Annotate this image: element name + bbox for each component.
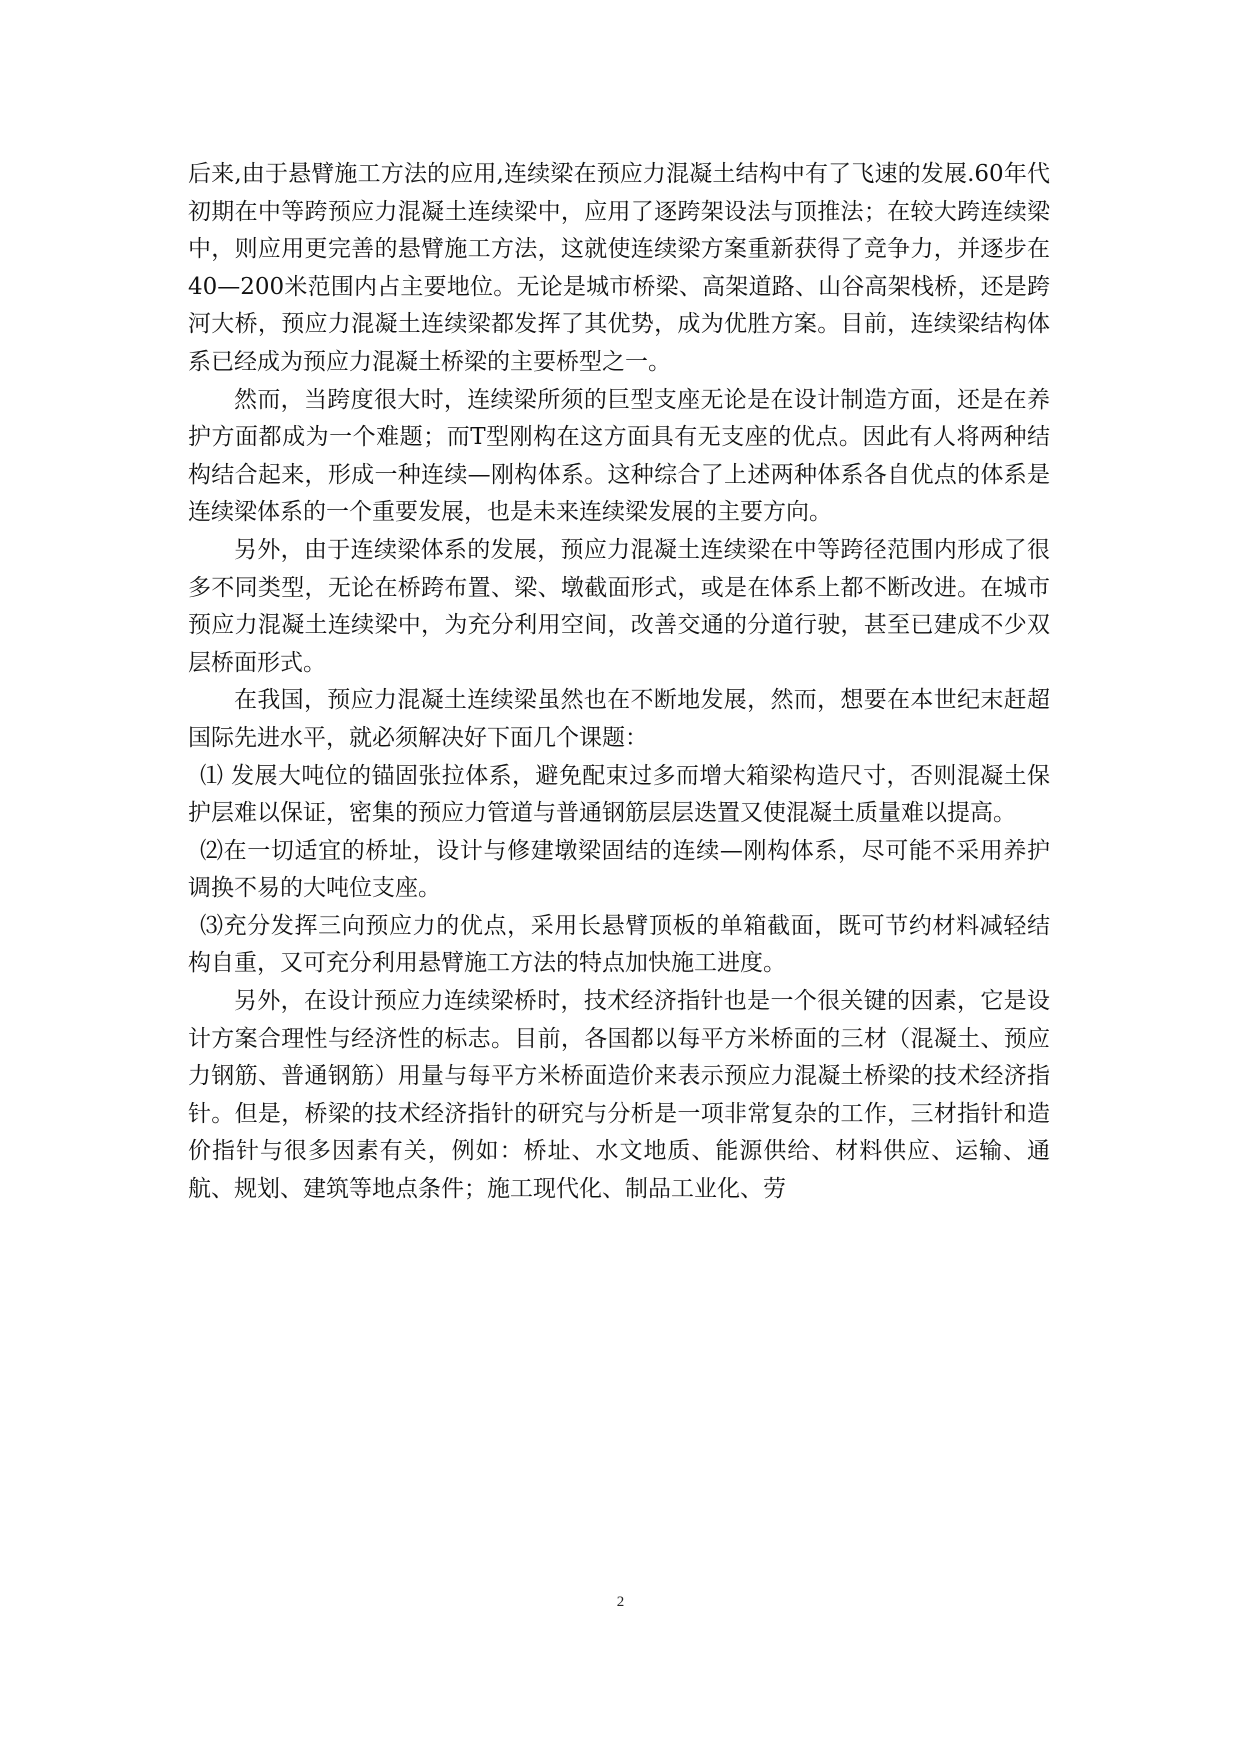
list-item-1: ⑴ 发展大吨位的锚固张拉体系，避免配束过多而增大箱梁构造尺寸，否则混凝土保护层难以保证，密集的预应力管道与普通钢筋层层迭置又使混凝土质量难以提高。 [188, 762, 1050, 827]
paragraph-technical-economic-indicators: 另外，在设计预应力连续梁桥时，技术经济指针也是一个很关键的因素，它是设计方案合理性与经济性的标志。目前，各国都以每平方米桥面的三材（混凝土、预应力钢筋、普通钢筋）用量与每平方米桥面造价来表示预应力混凝土桥梁的技术经济指针。但是，桥梁的技术经济指针的研究与分析是一项非常复杂的工作，三材指针和造价指针与很多因素有关，例如：桥址、水文地质、能源供给、材料供应、运输、通航、规划、建筑等地点条件；施工现代化、制品工业化、劳 [188, 988, 1050, 1203]
page-number: 2 [616, 1594, 625, 1610]
paragraph-continuous-rigid-frame: 然而，当跨度很大时，连续梁所须的巨型支座无论是在设计制造方面，还是在养护方面都成为一个难题；而T型刚构在这方面具有无支座的优点。因此有人将两种结构结合起来，形成一种连续—刚构体系。这种综合了上述两种体系各自优点的体系是连续梁体系的一个重要发展，也是未来连续梁发展的主要方向。 [188, 386, 1050, 526]
list-item-3: ⑶充分发挥三向预应力的优点，采用长悬臂顶板的单箱截面，既可节约材料减轻结构自重，又可充分利用悬臂施工方法的特点加快施工进度。 [188, 912, 1050, 977]
paragraph-development-types: 另外，由于连续梁体系的发展，预应力混凝土连续梁在中等跨径范围内形成了很多不同类型，无论在桥跨布置、梁、墩截面形式，或是在体系上都不断改进。在城市预应力混凝土连续梁中，为充分利用空间，改善交通的分道行驶，甚至已建成不少双层桥面形式。 [188, 536, 1050, 676]
document-body [188, 156, 1050, 1209]
list-item-2: ⑵在一切适宜的桥址，设计与修建墩梁固结的连续—刚构体系，尽可能不采用养护调换不易的大吨位支座。 [188, 837, 1050, 902]
paragraph-history: 后来,由于悬臂施工方法的应用,连续梁在预应力混凝土结构中有了飞速的发展.60年代初期在中等跨预应力混凝土连续梁中，应用了逐跨架设法与顶推法；在较大跨连续梁中，则应用更完善的悬臂施工方法，这就使连续梁方案重新获得了竞争力，并逐步在40—200米范围内占主要地位。无论是城市桥梁、高架道路、山谷高架栈桥，还是跨河大桥，预应力混凝土连续梁都发挥了其优势，成为优胜方案。目前，连续梁结构体系已经成为预应力混凝土桥梁的主要桥型之一。 [188, 161, 1050, 375]
paragraph-domestic-topics: 在我国，预应力混凝土连续梁虽然也在不断地发展，然而，想要在本世纪末赶超国际先进水平，就必须解决好下面几个课题： [188, 687, 1050, 751]
